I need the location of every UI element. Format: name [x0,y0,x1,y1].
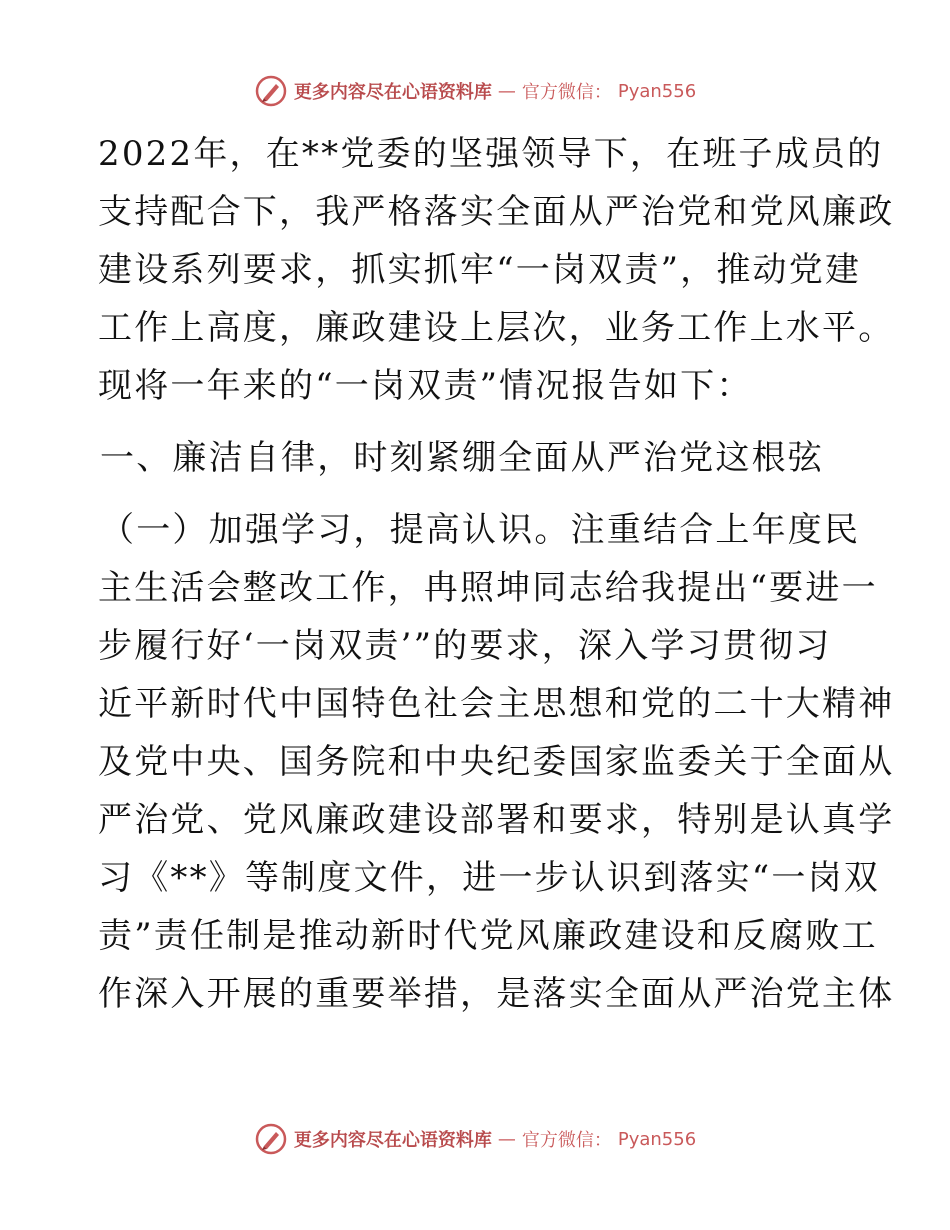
intro-line: 支持配合下，我严格落实全面从严治党和党风廉政 [98,192,895,232]
intro-line: 现将一年来的“一岗双责”情况报告如下： [98,366,753,406]
paragraph-line: 作深入开展的重要举措，是落实全面从严治党主体 [98,974,895,1014]
banner-wechat-label: 官方微信： [521,82,612,103]
intro-line: 2022年，在**党委的坚强领导下，在班子成员的 [98,134,884,174]
banner-brand: 更多内容尽在心语资料库 [293,1130,492,1151]
header-banner [0,71,950,111]
paragraph-line: 责”责任制是推动新时代党风廉政建设和反腐败工 [98,916,878,956]
paragraph-line: 近平新时代中国特色社会主思想和党的二十大精神 [98,684,895,724]
banner-wechat-id: Pyan556 [617,80,697,102]
banner-separator: — [497,80,516,102]
paragraph-line: 习《**》等制度文件，进一步认识到落实“一岗双 [98,858,880,898]
pen-logo-icon [254,74,288,108]
banner-wechat-label: 官方微信： [521,1130,612,1151]
banner-wechat-id: Pyan556 [617,1128,697,1150]
paragraph-line: 步履行好‘一岗双责’”的要求，深入学习贯彻习 [98,626,832,666]
banner-brand: 更多内容尽在心语资料库 [293,82,492,103]
paragraph-line: 及党中央、国务院和中央纪委国家监委关于全面从 [98,742,895,782]
paragraph-line: 主生活会整改工作，冉照坤同志给我提出“要进一 [98,568,878,608]
intro-line: 工作上高度，廉政建设上层次，业务工作上水平。 [98,308,895,348]
footer-banner [0,1119,950,1159]
banner-separator: — [497,1128,516,1150]
section-heading: 一、廉洁自律，时刻紧绷全面从严治党这根弦 [100,438,824,478]
intro-line: 建设系列要求，抓实抓牢“一岗双责”，推动党建 [98,250,862,290]
pen-logo-icon [254,1122,288,1156]
document-body [98,125,895,1023]
paragraph-line: （一）加强学习，提高认识。注重结合上年度民 [100,510,861,550]
paragraph-line: 严治党、党风廉政建设部署和要求，特别是认真学 [98,800,895,840]
